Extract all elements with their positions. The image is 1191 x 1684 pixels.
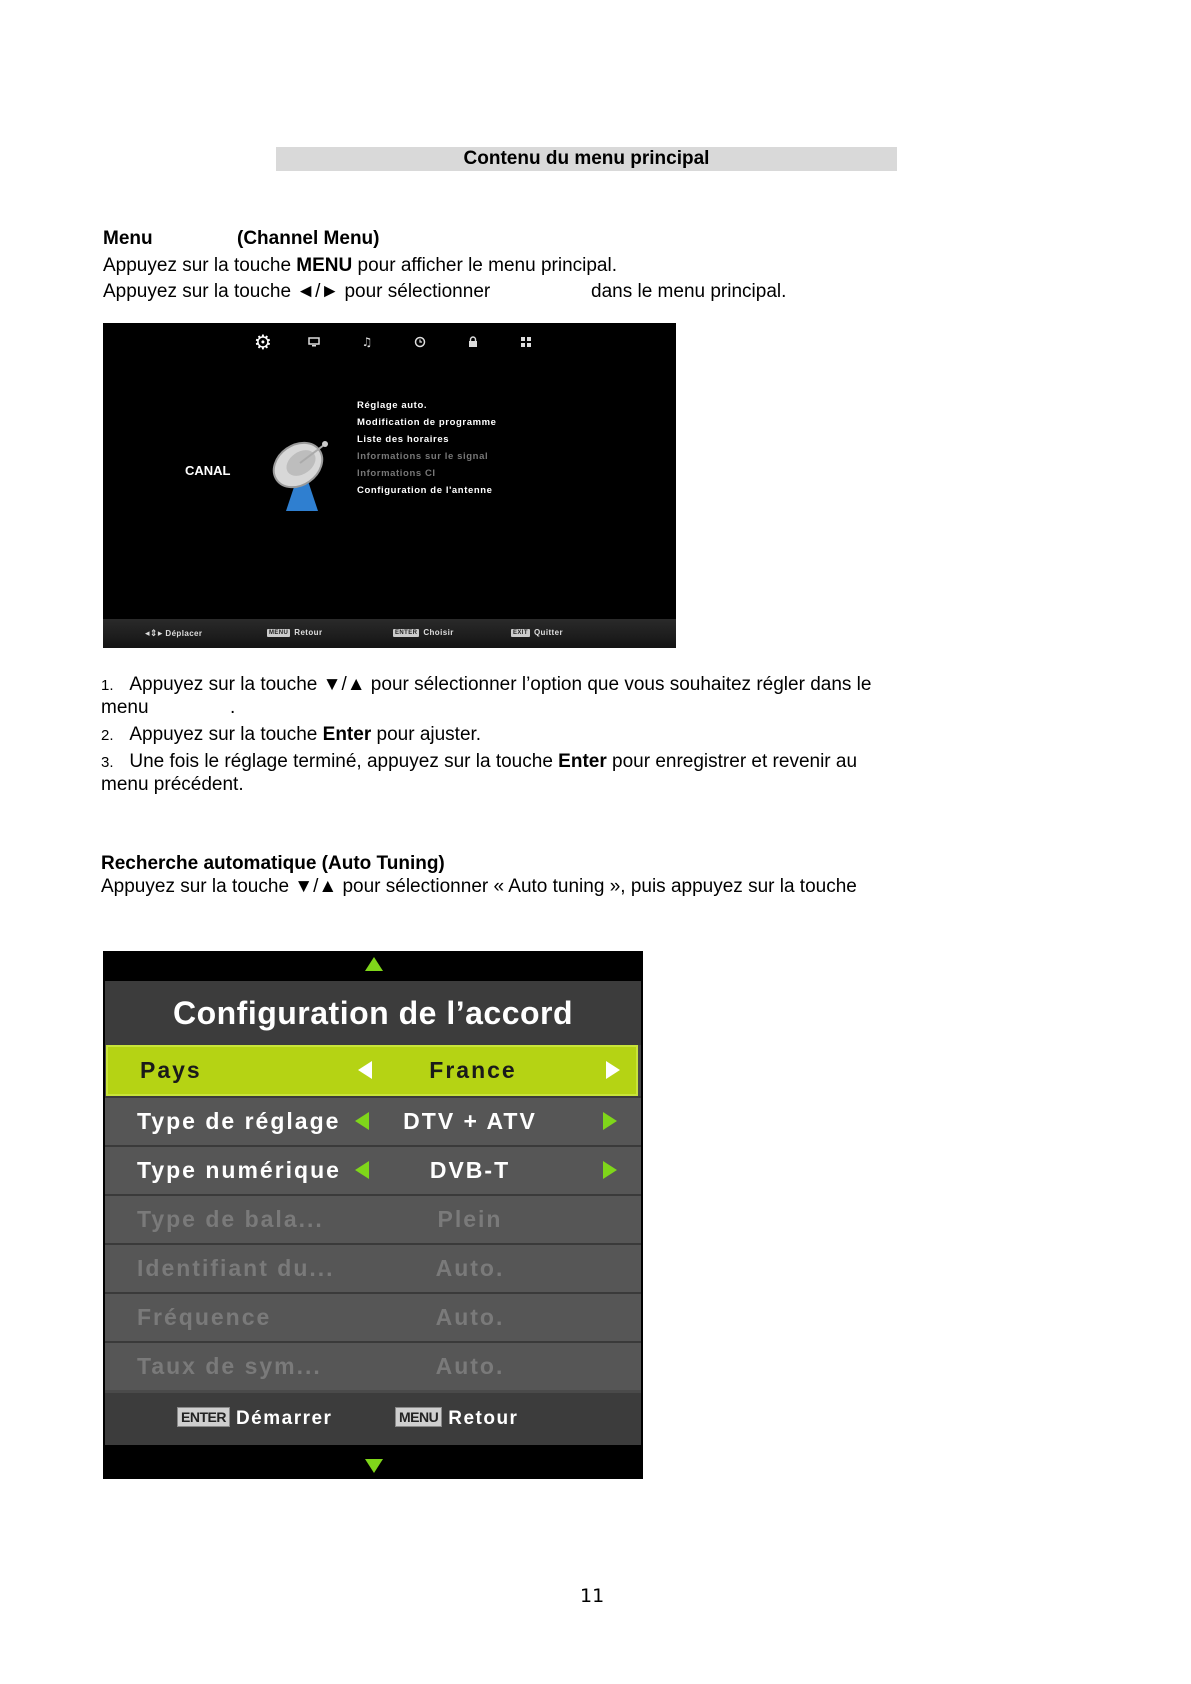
channel-menu-list <box>357 397 497 499</box>
tuning-setup-screenshot <box>103 951 643 1479</box>
setting-value: Auto. <box>435 1255 505 1281</box>
arrow-right-icon[interactable] <box>606 1061 620 1079</box>
step-2: 2. Appuyez sur la touche Enter pour ajuster. <box>101 724 482 745</box>
clock-icon[interactable] <box>409 331 431 353</box>
menu-item-schedule-list[interactable]: Liste des horaires <box>357 434 450 445</box>
setting-row-tuning-type[interactable] <box>105 1096 641 1145</box>
panel-title: Configuration de l’accord <box>105 981 641 1045</box>
setting-value: France <box>429 1057 517 1083</box>
step-1-cont: menu <box>101 697 149 718</box>
step-1-end: . <box>230 697 236 718</box>
setting-value: DTV + ATV <box>403 1108 537 1134</box>
arrow-left-icon[interactable] <box>358 1061 372 1079</box>
arrow-right-icon[interactable] <box>603 1112 617 1130</box>
setting-row-frequency <box>105 1292 641 1341</box>
setting-row-country[interactable] <box>106 1045 638 1096</box>
step-3: 3. Une fois le réglage terminé, appuyez sur la touche Enter pour enregistrer et revenir au <box>101 751 858 772</box>
start-button[interactable]: ENTER Démarrer <box>177 1407 332 1430</box>
tuning-setup-panel <box>105 981 641 1445</box>
instruction-line-1: Appuyez sur la touche MENU pour afficher le menu principal. <box>103 255 617 276</box>
step-1: 1. Appuyez sur la touche ▼/▲ pour sélectionner l’option que vous souhaitez régler dans le <box>101 674 872 695</box>
lock-icon[interactable] <box>462 331 484 353</box>
setting-row-digital-type[interactable] <box>105 1145 641 1194</box>
step-3-cont: menu précédent. <box>101 774 244 795</box>
setting-label: Type de réglage <box>137 1108 341 1134</box>
setting-label: Type de bala... <box>137 1206 324 1232</box>
exit-key-icon: EXIT <box>513 629 528 636</box>
setting-label: Taux de sym... <box>137 1353 322 1379</box>
enter-key-icon: ENTER <box>177 1407 230 1427</box>
menu-heading: Menu <box>103 228 153 249</box>
section-header: Contenu du menu principal <box>276 147 897 171</box>
setting-label: Identifiant du... <box>137 1255 335 1281</box>
back-hint: MENU Retour <box>269 628 323 637</box>
music-icon[interactable]: ♫ <box>361 335 373 349</box>
instruction-line-2: Appuyez sur la touche ◄/► pour sélectionner <box>103 281 491 302</box>
setting-row-scan-type <box>105 1194 641 1243</box>
move-arrows-icon: ◂⇕▸ <box>145 628 163 638</box>
panel-footer <box>105 1393 641 1445</box>
setting-value: Auto. <box>435 1353 505 1379</box>
instruction-line-2-end: dans le menu principal. <box>591 281 787 302</box>
menu-heading-english: (Channel Menu) <box>237 228 380 249</box>
help-bar <box>103 619 676 648</box>
gear-icon[interactable]: ⚙ <box>254 330 272 354</box>
choose-hint: ENTER Choisir <box>395 628 454 637</box>
scroll-up-icon[interactable] <box>365 957 383 971</box>
arrow-right-icon[interactable] <box>603 1161 617 1179</box>
move-hint: ◂⇕▸ Déplacer <box>145 628 203 638</box>
menu-item-signal-info: Informations sur le signal <box>357 451 489 462</box>
back-button[interactable]: MENU Retour <box>395 1407 518 1430</box>
monitor-icon[interactable] <box>303 331 325 353</box>
setting-value: DVB-T <box>429 1157 511 1183</box>
setting-row-network-id <box>105 1243 641 1292</box>
setting-value: Plein <box>437 1206 503 1232</box>
menu-item-ci-info: Informations CI <box>357 468 436 479</box>
setting-value: Auto. <box>435 1304 505 1330</box>
auto-tuning-heading: Recherche automatique (Auto Tuning) <box>101 853 445 874</box>
menu-item-antenna-config[interactable]: Configuration de l'antenne <box>357 485 493 496</box>
menu-key-icon: MENU <box>269 629 289 636</box>
auto-tuning-instruction: Appuyez sur la touche ▼/▲ pour sélectionner « Auto tuning », puis appuyez sur la touche <box>101 876 857 897</box>
quit-hint: EXIT Quitter <box>513 628 563 637</box>
menu-key-icon: MENU <box>395 1407 442 1427</box>
apps-icon[interactable] <box>515 331 537 353</box>
setting-label: Type numérique <box>137 1157 341 1183</box>
setting-row-symbol-rate <box>105 1341 641 1390</box>
menu-tab-bar <box>103 331 676 353</box>
channel-menu-screenshot <box>103 323 676 648</box>
page-number: 11 <box>580 1585 605 1607</box>
channel-category-label: CANAL <box>185 463 231 478</box>
arrow-left-icon[interactable] <box>355 1112 369 1130</box>
arrow-left-icon[interactable] <box>355 1161 369 1179</box>
menu-item-auto-tuning[interactable]: Réglage auto. <box>357 400 428 411</box>
menu-item-program-edit[interactable]: Modification de programme <box>357 417 497 428</box>
setting-label: Pays <box>140 1057 202 1083</box>
scroll-down-icon[interactable] <box>365 1459 383 1473</box>
enter-key-icon: ENTER <box>395 629 418 636</box>
setting-label: Fréquence <box>137 1304 272 1330</box>
satellite-dish-icon <box>268 433 338 513</box>
